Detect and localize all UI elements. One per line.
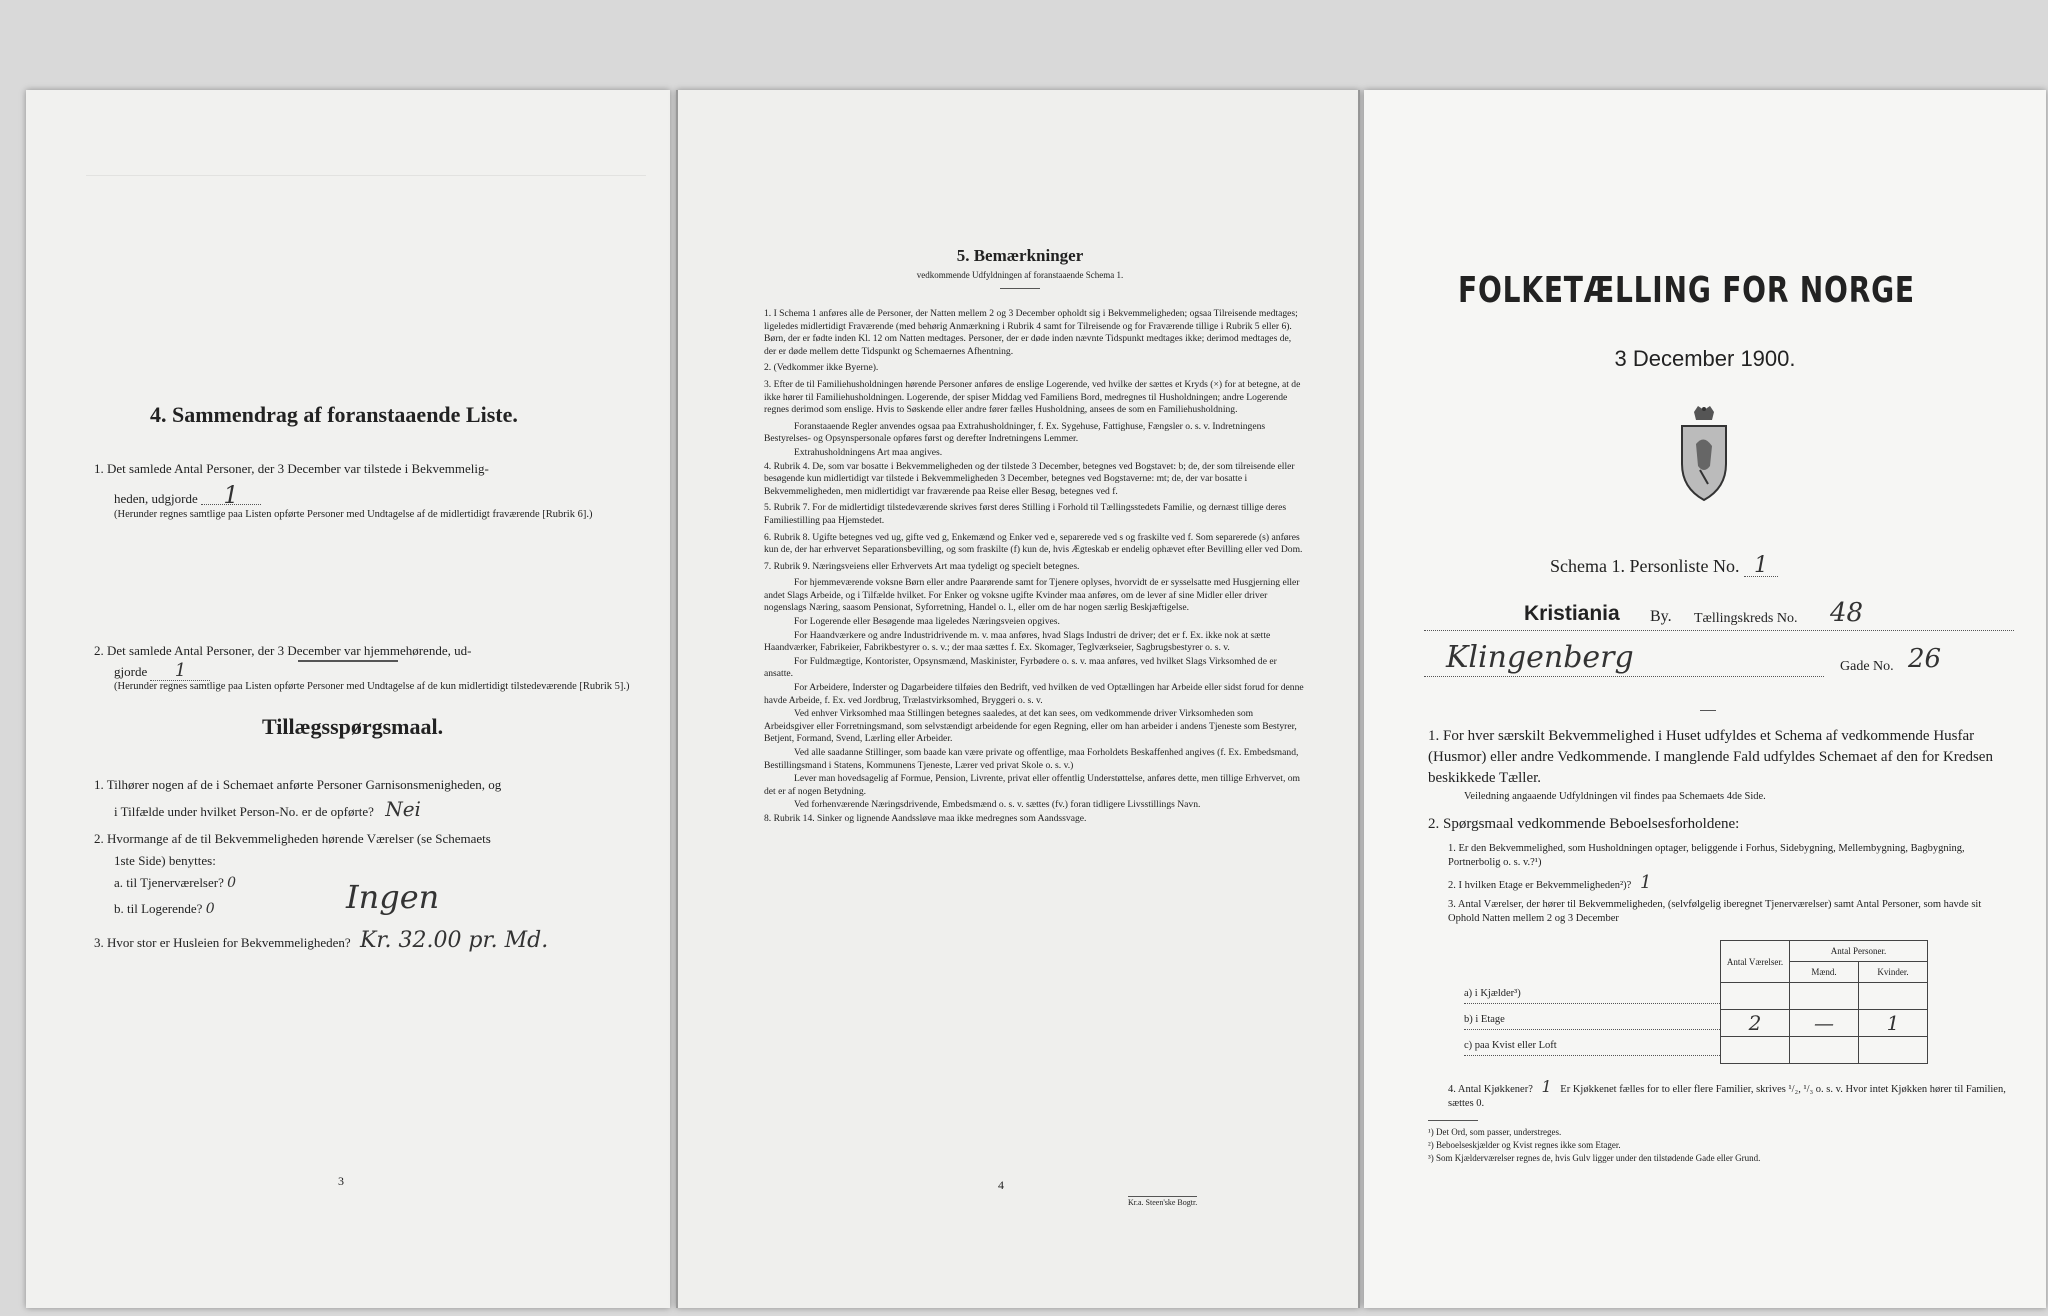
table-row bbox=[1721, 1010, 1928, 1037]
remark-paragraph: 2. (Vedkommer ikke Byerne). bbox=[764, 362, 879, 374]
q4-value: 1 bbox=[1541, 1077, 1552, 1096]
remark-paragraph: Ved forhenværende Næringsdrivende, Embedsmænd o. s. v. sættes (fv.) foran tidligere Livsstillings Navn. bbox=[794, 799, 1201, 811]
remark-paragraph: Extrahusholdningens Art maa angives. bbox=[794, 446, 943, 458]
q2-hand: Ingen bbox=[346, 878, 440, 916]
page-number: 4 bbox=[998, 1178, 1004, 1192]
q3-text: 3. Antal Værelser, der hører til Bekvemmeligheden, (selvfølgelig iberegnet Tjenerværelser) samt Antal Personer, som havde sit Ophold Natten mellem 2 og 3 December bbox=[1448, 899, 1982, 924]
q2a-value: 0 bbox=[227, 875, 237, 891]
q2-line bbox=[1448, 872, 1652, 893]
small-ornament bbox=[1700, 710, 1716, 711]
q4-cont: Er Kjøkkenet fælles for to eller flere Familier, skrives ¹/₂, ¹/₃ o. s. v. Hvor intet Kjøkken hører til Familien, sættes 0. bbox=[1448, 1084, 2006, 1109]
row-label: c) paa Kvist eller Loft bbox=[1464, 1030, 1720, 1056]
q2-text: 2. Hvormange af de til Bekvemmeligheden hørende Værelser (se Schemaets bbox=[94, 831, 491, 846]
q2a bbox=[114, 874, 236, 892]
q2b-value: 0 bbox=[205, 901, 215, 917]
remark-paragraph: 8. Rubrik 14. Sinker og lignende Aandssløve maa ikke medregnes som Aandssvage. bbox=[764, 812, 1087, 824]
cell-women bbox=[1859, 1037, 1928, 1064]
row-label: a) i Kjælder³) bbox=[1464, 978, 1720, 1004]
remark-paragraph: For hjemmeværende voksne Børn eller andre Paarørende samt for Tjenere oplyses, hvorvidt de er sysselsatte med Husgjerning eller andet Slags Arbeide, og i Tilfælde hvilket. For Enker og voksne ugifte Kvinder maa anføres, om de lever af sine Midler eller driver nogenslags Næring, saasom Pensionat, Syforretning, Handel o. l., eller om de har nogen særlig Beskjæftigelse. bbox=[764, 577, 1300, 614]
remark-paragraph: 7. Rubrik 9. Næringsveiens eller Erhvervets Art maa tydeligt og specielt betegnes. bbox=[764, 560, 1080, 572]
census-date: 3 December 1900. bbox=[1614, 346, 1796, 371]
footnote: ²) Beboelseskjælder og Kvist regnes ikke som Etager. bbox=[1428, 1140, 1621, 1150]
right-page bbox=[1364, 90, 2046, 1308]
women-header: Kvinder. bbox=[1859, 962, 1928, 983]
remark-paragraph: 4. Rubrik 4. De, som var bosatte i Bekvemmeligheden og der tilstede 3 December, betegnes ved Bogstavet: b; de, der som tilreisende eller besøgende kun midlertidigt var tilstede i Bekvemmeligheden 3 December, betegnes ved Bogstaverne: mt; de, der var bosatte i Bekvemmeligheden, men midlertidigt var fraværende paa Reise eller Besøg, betegnes ved f. bbox=[764, 460, 1295, 497]
remark-paragraph: Foranstaaende Regler anvendes ogsaa paa Extrahusholdninger, f. Ex. Sygehuse, Fattighuse, Fængsler o. s. v. Indretningens Bestyrelses- og Opsynspersonale opføres først og derefter Indretningens Lemmer. bbox=[764, 420, 1266, 445]
q2-text: 2. I hvilken Etage er Bekvemmeligheden²)? bbox=[1448, 880, 1632, 891]
divider-rule bbox=[298, 660, 398, 662]
remarks-body bbox=[764, 308, 1304, 830]
q2a-label: a. til Tjenerværelser? bbox=[114, 875, 224, 890]
district-value: 48 bbox=[1830, 598, 1864, 628]
q2-cont: 1ste Side) benyttes: bbox=[114, 853, 216, 868]
remark-paragraph: For Haandværkere og andre Industridrivende m. v. maa anføres, hvad Slags Industri de driver; det er f. Ex. ikke nok at sætte Haandværker, Fabrikeier, Fabrikbestyrer o. s. v.; der maa sættes f. Ex. Skomager, Teglværkseier, Sagbrugsbestyrer o. s. v. bbox=[764, 629, 1271, 654]
q3-text: 3. Hvor stor er Husleien for Bekvemmeligheden? bbox=[94, 935, 351, 950]
schema-label: Schema 1. Personliste No. bbox=[1550, 556, 1740, 576]
item2-cont-label: gjorde bbox=[114, 664, 148, 679]
p1-text: 1. For hver særskilt Bekvemmelighed i Huset udfyldes et Schema af vedkommende Husfar (Husmor) eller andre Vedkommende. I manglende Fald udfyldes Schemaet af den for Kredsen beskikkede Tæller. bbox=[1428, 728, 1993, 786]
middle-page bbox=[676, 90, 1360, 1308]
q1-text: 1. Tilhører nogen af de i Schemaet anførte Personer Garnisonsmenigheden, og bbox=[94, 777, 502, 792]
left-page bbox=[26, 90, 670, 1308]
item2-note: (Herunder regnes samtlige paa Listen opførte Personer med Undtagelse af de kun midlertidigt tilstedeværende [Rubrik 5].) bbox=[114, 681, 630, 692]
item1-cont-label: heden, udgjorde bbox=[114, 491, 198, 506]
cell-rooms: 2 bbox=[1721, 1010, 1790, 1037]
street-value: Klingenberg bbox=[1446, 640, 1634, 675]
ghost-show-through bbox=[86, 175, 646, 194]
table-row bbox=[1721, 1037, 1928, 1064]
gade-value: 26 bbox=[1908, 644, 1942, 674]
cell-men: — bbox=[1790, 1010, 1859, 1037]
q2b bbox=[114, 900, 215, 918]
p1-note: Veiledning angaaende Udfyldningen vil findes paa Schemaets 4de Side. bbox=[1464, 791, 1766, 802]
row-label: b) i Etage bbox=[1464, 1004, 1720, 1030]
printer-mark: Kr.a. Steen'ske Bogtr. bbox=[1128, 1198, 1198, 1207]
q4-text: 4. Antal Kjøkkener? bbox=[1448, 1084, 1533, 1095]
remarks-subtitle: vedkommende Udfyldningen af foranstaaende Schema 1. bbox=[916, 270, 1124, 280]
page-number: 3 bbox=[338, 1174, 344, 1188]
q3-value: Kr. 32.00 pr. Md. bbox=[359, 928, 549, 953]
remark-paragraph: 1. I Schema 1 anføres alle de Personer, der Natten mellem 2 og 3 December opholdt sig i Bekvemmeligheden; ogsaa Tilreisende medtages; ligeledes midlertidigt Fraværende (med behørig Anmærkning i Rubrik 4 samt for Tilreisende og for Fraværende tillige i Rubrik 5 eller 6). Børn, der er fødte inden Kl. 12 om Natten medtages. Personer, der er døde inden nævnte Tidspunkt medtages ikke; derimod medtages de, der er døde mellem dette Tidspunkt og Schemaernes Afhentning. bbox=[764, 308, 1298, 357]
cell-rooms bbox=[1721, 983, 1790, 1010]
remarks-title: 5. Bemærkninger bbox=[956, 246, 1084, 265]
title-rule bbox=[1000, 288, 1040, 289]
remark-paragraph: For Arbeidere, Inderster og Dagarbeidere tilføies den Bedrift, ved hvilken de ved Optællingen har Arbeide eller sidst forud for denne havde Arbeide, f. Ex. ved Jordbrug, Trælastvirksomhed, Bryggeri o. s. v. bbox=[764, 682, 1304, 706]
cell-men bbox=[1790, 1037, 1859, 1064]
q2b-label: b. til Logerende? bbox=[114, 901, 203, 916]
item2-value: 1 bbox=[150, 662, 210, 681]
p2-title: 2. Spørgsmaal vedkommende Beboelsesforholdene: bbox=[1428, 816, 1740, 832]
remark-paragraph: Ved alle saadanne Stillinger, som baade kan være private og offentlige, maa Forholdets Beskaffenhed angives (f. Ex. Embedsmand, Bestillingsmand i Statens, Kommunens Tjeneste, Lærer ved privat Skole o. s. v.) bbox=[764, 747, 1299, 771]
schema-value: 1 bbox=[1744, 555, 1778, 577]
footnotes bbox=[1428, 1126, 2008, 1165]
row-labels bbox=[1464, 978, 1720, 1056]
remark-paragraph: 5. Rubrik 7. For de midlertidigt tilstedeværende skrives først deres Stilling i Forhold til Tællingsstedets Familie, og dernæst tillige deres Familiestilling paa Hjemstedet. bbox=[764, 502, 1287, 526]
rooms-table bbox=[1720, 940, 1928, 1064]
remark-paragraph: For Logerende eller Besøgende maa ligeledes Næringsveien opgives. bbox=[794, 616, 1060, 628]
by-label: By. bbox=[1650, 608, 1672, 625]
section4-title: 4. Sammendrag af foranstaaende Liste. bbox=[150, 402, 518, 427]
coat-of-arms-icon bbox=[1674, 404, 1734, 504]
remark-paragraph: Ved enhver Virksomhed maa Stillingen betegnes saaledes, at det kan sees, om vedkommende driver Virksomheden som Arbeidsgiver eller Forretningsmand, som selvstændigt arbeidende for egen Regning, eller om han arbeider i andens Tjeneste som Bestyrer, Betjent, Formand, Svend, Lærling eller Arbeider. bbox=[764, 708, 1297, 745]
census-title: FOLKETÆLLING FOR NORGE bbox=[1458, 270, 1915, 311]
table-row bbox=[1721, 983, 1928, 1010]
rooms-header: Antal Værelser. bbox=[1721, 941, 1790, 983]
persons-header: Antal Personer. bbox=[1790, 941, 1928, 962]
q1-text: 1. Er den Bekvemmelighed, som Husholdningen optager, beliggende i Forhus, Sidebygning, Mellembygning, Bagbygning, Portnerbolig o. s. v.?¹) bbox=[1448, 843, 1965, 868]
city-label: Kristiania bbox=[1524, 602, 1620, 625]
remark-paragraph: 3. Efter de til Familiehusholdningen hørende Personer anføres de enslige Logerende, ved hvilke der sættes et Kryds (×) for at betegne, at de ikke hører til Familiehusholdningen. Logerende, der spiser Middag ved Familiens Bord, medregnes til Husholdningen; andre Logerende regnes derimod som enslige. Hvis to Søskende eller andre fører fælles Husholdning, ansees de som en Familiehusholdning. bbox=[764, 378, 1301, 416]
footnote: ³) Som Kjælderværelser regnes de, hvis Gulv ligger under den tilstødende Gade eller Grund. bbox=[1428, 1153, 1761, 1163]
item1-text: 1. Det samlede Antal Personer, der 3 December var tilstede i Bekvemmelig- bbox=[94, 461, 489, 476]
item1-note: (Herunder regnes samtlige paa Listen opførte Personer med Undtagelse af de midlertidigt fraværende [Rubrik 6].) bbox=[114, 509, 593, 520]
rooms-table-grid bbox=[1720, 940, 1928, 1064]
cell-men bbox=[1790, 983, 1859, 1010]
item2-text: 2. Det samlede Antal Personer, der 3 December var hjemmehørende, ud- bbox=[94, 643, 472, 658]
schema-line bbox=[1550, 555, 1778, 577]
q1-cont bbox=[114, 797, 421, 821]
cell-rooms bbox=[1721, 1037, 1790, 1064]
remark-paragraph: Lever man hovedsagelig af Formue, Pension, Livrente, privat eller offentlig Understøttelse, anføres dette, men tillige Erhvervet, om det er af nogen Betydning. bbox=[764, 773, 1301, 797]
tillaeg-title: Tillægsspørgsmaal. bbox=[262, 714, 444, 739]
remark-paragraph: For Fuldmægtige, Kontorister, Opsynsmænd, Maskinister, Fyrbødere o. s. v. maa anføres, ved hvilket Slags Virksomhed de er ansatte. bbox=[764, 655, 1277, 680]
item1-cont bbox=[114, 481, 261, 509]
gade-label: Gade No. bbox=[1840, 659, 1894, 674]
item2-cont bbox=[114, 662, 210, 681]
q3 bbox=[94, 928, 549, 953]
item1-value: 1 bbox=[201, 486, 261, 505]
men-header: Mænd. bbox=[1790, 962, 1859, 983]
q4-line bbox=[1448, 1077, 2008, 1111]
remark-paragraph: 6. Rubrik 8. Ugifte betegnes ved ug, gifte ved g, Enkemænd og Enker ved e, separerede ved s og fraskilte ved f. Som separerede (s) anføres kun de, der har erhvervet Separationsbevilling, og som fraskilte (f) kun de, hvis Ægteskab er endelig ophævet efter Bevilling eller ved Dom. bbox=[764, 531, 1303, 556]
q2-value: 1 bbox=[1639, 872, 1652, 893]
cell-women: 1 bbox=[1859, 1010, 1928, 1037]
q1-value: Nei bbox=[385, 797, 421, 821]
footnote: ¹) Det Ord, som passer, understreges. bbox=[1428, 1127, 1562, 1137]
footnote-rule bbox=[1428, 1120, 1478, 1121]
district-label: Tællingskreds No. bbox=[1694, 611, 1798, 626]
cell-women bbox=[1859, 983, 1928, 1010]
q1-cont-label: i Tilfælde under hvilket Person-No. er de opførte? bbox=[114, 804, 374, 819]
